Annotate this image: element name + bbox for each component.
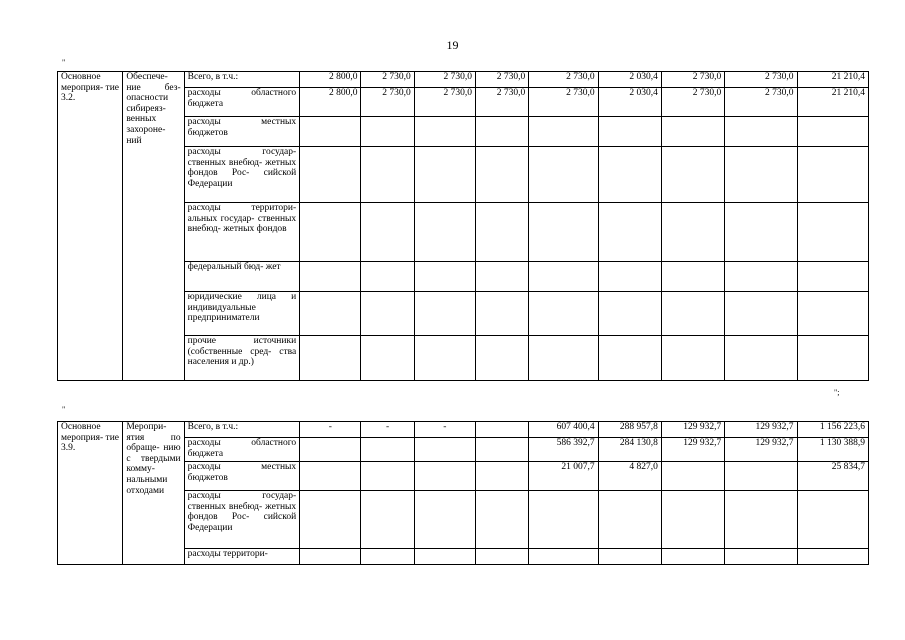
value-cell [300, 292, 361, 336]
value-cell [725, 147, 797, 203]
page-number: 19 [446, 38, 459, 52]
value-cell: 2 730,0 [725, 72, 797, 88]
value-cell [725, 462, 797, 491]
value-cell [361, 203, 414, 262]
value-cell: 21 210,4 [797, 72, 868, 88]
value-cell: 586 392,7 [529, 438, 598, 462]
value-cell: - [300, 422, 361, 438]
value-cell [598, 491, 661, 549]
value-cell [725, 549, 797, 565]
value-cell: 129 932,7 [661, 438, 724, 462]
value-cell [661, 549, 724, 565]
value-cell [529, 491, 598, 549]
value-cell [414, 549, 475, 565]
funding-source-label: расходы областного бюджета [184, 438, 300, 462]
funding-source-label: расходы государ- ственных внебюд- жетных фондов Рос- сийской Федерации [184, 491, 300, 549]
value-cell [797, 549, 868, 565]
value-cell [529, 203, 598, 262]
budget-table-measure-3-9 [57, 421, 869, 565]
value-cell: 2 730,0 [361, 72, 414, 88]
value-cell [300, 117, 361, 147]
value-cell: 2 730,0 [661, 72, 724, 88]
value-cell [529, 147, 598, 203]
value-cell [414, 438, 475, 462]
value-cell [598, 292, 661, 336]
funding-source-label: расходы местных бюджетов [184, 117, 300, 147]
value-cell: 129 932,7 [661, 422, 724, 438]
value-cell: - [361, 422, 414, 438]
value-cell [361, 438, 414, 462]
value-cell [361, 549, 414, 565]
table-row [58, 422, 869, 438]
value-cell [476, 117, 529, 147]
budget-table-measure-3-2 [57, 71, 869, 381]
measure-name-cell: Обеспече- ние без- опасности сибиреяз- венных захороне- ний [123, 72, 184, 381]
value-cell [797, 262, 868, 292]
value-cell: 2 730,0 [661, 88, 724, 117]
value-cell: 2 730,0 [529, 88, 598, 117]
value-cell: 129 932,7 [725, 422, 797, 438]
value-cell [661, 462, 724, 491]
value-cell [361, 262, 414, 292]
value-cell [414, 491, 475, 549]
value-cell [476, 203, 529, 262]
value-cell [300, 438, 361, 462]
value-cell [598, 147, 661, 203]
value-cell [797, 491, 868, 549]
value-cell: 1 156 223,6 [797, 422, 868, 438]
value-cell [598, 549, 661, 565]
value-cell [598, 117, 661, 147]
value-cell: 2 800,0 [300, 72, 361, 88]
value-cell [797, 203, 868, 262]
value-cell [476, 491, 529, 549]
value-cell [661, 262, 724, 292]
measure-name-cell: Меропри- ятия по обраще- нию с твердыми комму- нальными отходами [123, 422, 184, 565]
value-cell [661, 292, 724, 336]
closing-quote: "; [834, 388, 840, 397]
value-cell [529, 117, 598, 147]
funding-source-label: расходы местных бюджетов [184, 462, 300, 491]
value-cell: 284 130,8 [598, 438, 661, 462]
value-cell [725, 203, 797, 262]
value-cell [476, 422, 529, 438]
value-cell: 4 827,0 [598, 462, 661, 491]
value-cell [414, 462, 475, 491]
value-cell: 1 130 388,9 [797, 438, 868, 462]
opening-quote-2: " [62, 405, 66, 414]
funding-source-label: расходы государ- ственных внебюд- жетных фондов Рос- сийской Федерации [184, 147, 300, 203]
table-row [58, 72, 869, 88]
value-cell [797, 117, 868, 147]
value-cell: 2 730,0 [414, 72, 475, 88]
value-cell [529, 336, 598, 381]
value-cell: 21 007,7 [529, 462, 598, 491]
value-cell [476, 147, 529, 203]
funding-source-label: расходы территори- альных государ- ственных внебюд- жетных фондов [184, 203, 300, 262]
value-cell [300, 491, 361, 549]
value-cell: 607 400,4 [529, 422, 598, 438]
value-cell [361, 292, 414, 336]
value-cell [725, 262, 797, 292]
value-cell: 2 730,0 [476, 88, 529, 117]
value-cell: 2 730,0 [725, 88, 797, 117]
value-cell [476, 262, 529, 292]
funding-source-label: федеральный бюд- жет [184, 262, 300, 292]
value-cell: 2 030,4 [598, 88, 661, 117]
value-cell [725, 292, 797, 336]
value-cell [476, 438, 529, 462]
value-cell [361, 336, 414, 381]
value-cell [797, 336, 868, 381]
funding-source-label: расходы областного бюджета [184, 88, 300, 117]
value-cell: 129 932,7 [725, 438, 797, 462]
value-cell [476, 336, 529, 381]
value-cell [414, 203, 475, 262]
value-cell [361, 117, 414, 147]
value-cell: 25 834,7 [797, 462, 868, 491]
measure-code-cell: Основное мероприя- тие 3.2. [58, 72, 123, 381]
funding-source-label: расходы территори- [184, 549, 300, 565]
value-cell [598, 262, 661, 292]
value-cell [300, 462, 361, 491]
value-cell [361, 147, 414, 203]
value-cell: 2 800,0 [300, 88, 361, 117]
value-cell [661, 336, 724, 381]
funding-source-label: Всего, в т.ч.: [184, 422, 300, 438]
value-cell: 2 730,0 [361, 88, 414, 117]
value-cell: 2 730,0 [414, 88, 475, 117]
value-cell [300, 262, 361, 292]
value-cell [529, 262, 598, 292]
value-cell [797, 292, 868, 336]
value-cell [598, 336, 661, 381]
value-cell [300, 203, 361, 262]
value-cell [361, 491, 414, 549]
value-cell [725, 117, 797, 147]
value-cell: 288 957,8 [598, 422, 661, 438]
value-cell [300, 147, 361, 203]
value-cell [414, 336, 475, 381]
value-cell [661, 491, 724, 549]
value-cell [598, 203, 661, 262]
value-cell [725, 336, 797, 381]
measure-code-cell: Основное мероприя- тие 3.9. [58, 422, 123, 565]
value-cell [414, 117, 475, 147]
value-cell: 2 730,0 [476, 72, 529, 88]
funding-source-label: Всего, в т.ч.: [184, 72, 300, 88]
opening-quote: " [62, 58, 66, 67]
funding-source-label: юридические лица и индивидуальные предприниматели [184, 292, 300, 336]
value-cell [361, 462, 414, 491]
value-cell [529, 549, 598, 565]
funding-source-label: прочие источники (собственные сред- ства населения и др.) [184, 336, 300, 381]
value-cell: 21 210,4 [797, 88, 868, 117]
value-cell [414, 147, 475, 203]
value-cell [661, 147, 724, 203]
value-cell [725, 491, 797, 549]
value-cell: 2 030,4 [598, 72, 661, 88]
value-cell [300, 336, 361, 381]
value-cell [797, 147, 868, 203]
value-cell [300, 549, 361, 565]
value-cell [476, 549, 529, 565]
value-cell [476, 292, 529, 336]
value-cell [661, 203, 724, 262]
value-cell [414, 262, 475, 292]
value-cell [476, 462, 529, 491]
value-cell: 2 730,0 [529, 72, 598, 88]
value-cell [661, 117, 724, 147]
value-cell: - [414, 422, 475, 438]
value-cell [414, 292, 475, 336]
value-cell [529, 292, 598, 336]
